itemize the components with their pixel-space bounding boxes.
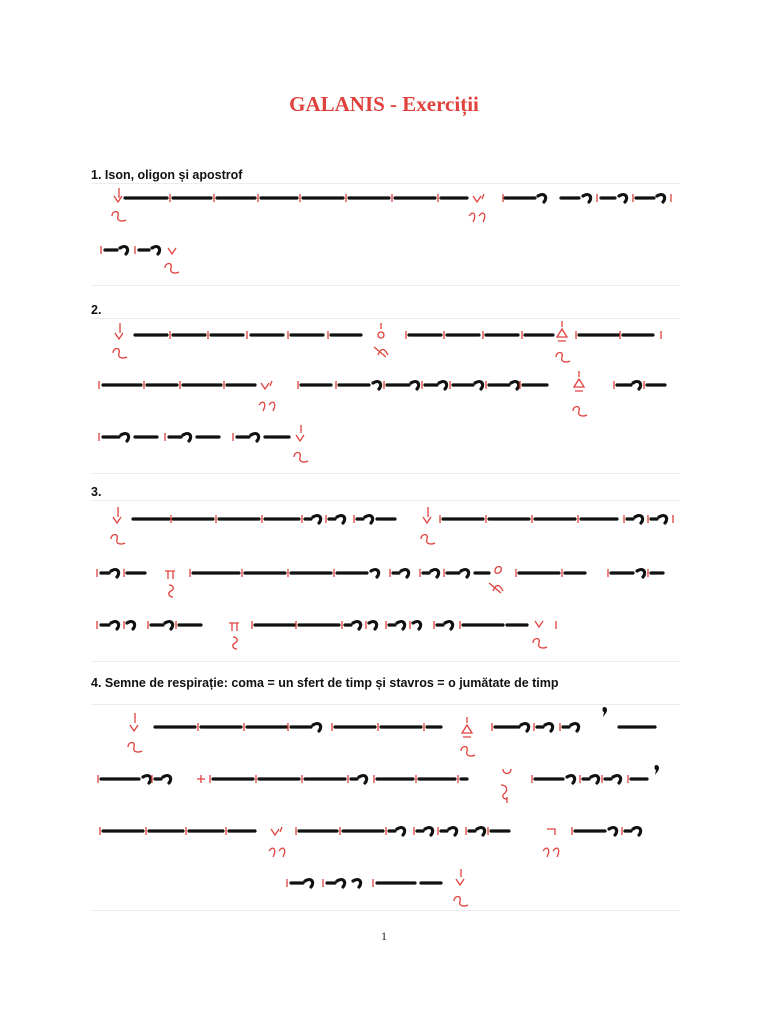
- ison-neume: [423, 517, 431, 523]
- apostrof-neume: [633, 382, 641, 389]
- apostrof-neume: [313, 724, 321, 731]
- apostrof-neume: [445, 622, 453, 629]
- martyria-sign: [461, 747, 475, 756]
- apostrof-neume: [353, 622, 361, 629]
- apostrof-neume: [461, 570, 469, 577]
- martyria-sign: [128, 743, 142, 752]
- apostrof-neume: [359, 776, 367, 783]
- martyria-sign: [233, 637, 237, 649]
- apostrof-neume: [353, 880, 361, 887]
- martyria-sign: [229, 623, 239, 631]
- martyria-sign: [165, 264, 179, 273]
- page-title: GALANIS - Exerciții: [289, 92, 479, 116]
- apostrof-neume: [183, 434, 191, 441]
- apostrof-neume: [567, 776, 575, 783]
- apostrof-neume: [411, 382, 419, 389]
- apostrof-neume: [121, 434, 129, 441]
- martyria-sign: [374, 347, 388, 357]
- apostrof-neume: [371, 570, 379, 577]
- exercise-3-staff: [91, 500, 680, 662]
- martyria-sign: [165, 571, 175, 579]
- martyria-sign: [421, 535, 435, 544]
- martyria-sign: [113, 349, 127, 358]
- apostrof-neume: [373, 382, 381, 389]
- exercise-4-neumes: [91, 705, 680, 910]
- apostrof-neume: [591, 776, 599, 783]
- exercise-4-staff: [91, 704, 680, 911]
- martyria-sign: [533, 639, 547, 648]
- ison-neume: [114, 196, 122, 202]
- apostrof-neume: [538, 195, 546, 202]
- martyria-sign: [557, 329, 567, 341]
- exercise-3-heading: 3.: [91, 485, 102, 499]
- exercise-4-heading: 4. Semne de respirație: coma = un sfert de timp și stavros = o jumătate de timp: [91, 676, 559, 690]
- apostrof-neume: [163, 776, 171, 783]
- apostrof-neume: [657, 195, 665, 202]
- apostrof-neume: [369, 622, 377, 629]
- ison-neume: [296, 435, 304, 441]
- martyria-sign: [501, 785, 507, 803]
- coma-breath-mark: [655, 765, 660, 775]
- coma-breath-mark: [603, 707, 608, 717]
- exercise-3-neumes: [91, 501, 680, 661]
- ison-neume: [130, 725, 138, 731]
- martyria-sign: [489, 583, 503, 593]
- martyria-sign: [378, 332, 384, 338]
- apostrof-neume: [619, 195, 627, 202]
- page-number: 1: [381, 929, 387, 943]
- martyria-sign: [111, 535, 125, 544]
- apostrof-neume: [571, 724, 579, 731]
- martyria-sign: [547, 829, 555, 835]
- martyria-sign: [169, 585, 173, 597]
- apostrof-neume: [511, 382, 519, 389]
- martyria-sign: [462, 725, 472, 737]
- apostrof-neume: [521, 724, 529, 731]
- apostrof-neume: [425, 828, 433, 835]
- exercise-2-staff: [91, 318, 680, 474]
- martyria-sign: [294, 453, 308, 462]
- apostrof-neume: [251, 434, 259, 441]
- exercise-1-heading: 1. Ison, oligon și apostrof: [91, 168, 243, 182]
- apostrof-neume: [439, 382, 447, 389]
- apostrof-neume: [397, 622, 405, 629]
- apostrof-neume: [143, 776, 151, 783]
- martyria-sign: [573, 407, 587, 416]
- martyria-sign: [574, 379, 584, 391]
- apostrof-neume: [401, 570, 409, 577]
- exercise-2-heading: 2.: [91, 303, 102, 317]
- apostrof-neume: [111, 570, 119, 577]
- apostrof-neume: [477, 828, 485, 835]
- martyria-sign: [259, 402, 275, 411]
- apostrof-neume: [337, 880, 345, 887]
- martyria-sign: [469, 213, 485, 222]
- exercise-2-neumes: [91, 319, 680, 473]
- ison-neume: [113, 517, 121, 523]
- apostrof-neume: [431, 570, 439, 577]
- apostrof-neume: [545, 724, 553, 731]
- apostrof-neume: [635, 516, 643, 523]
- ison-neume: [168, 248, 176, 254]
- exercise-1-staff: [91, 183, 680, 286]
- martyria-sign: [503, 769, 511, 774]
- apostrof-neume: [413, 622, 421, 629]
- apostrof-neume: [475, 382, 483, 389]
- ison-neume: [535, 621, 543, 627]
- apostrof-neume: [111, 622, 119, 629]
- apostrof-neume: [449, 828, 457, 835]
- apostrof-neume: [152, 247, 160, 254]
- martyria-sign: [112, 212, 126, 221]
- martyria-sign: [543, 848, 559, 857]
- apostrof-neume: [165, 622, 173, 629]
- oligon-neume: [271, 827, 282, 835]
- bar-tick: [99, 381, 644, 389]
- apostrof-neume: [337, 516, 345, 523]
- apostrof-neume: [365, 516, 373, 523]
- martyria-sign: [495, 567, 501, 574]
- apostrof-neume: [609, 828, 617, 835]
- apostrof-neume: [659, 516, 667, 523]
- apostrof-neume: [637, 570, 645, 577]
- apostrof-neume: [120, 247, 128, 254]
- apostrof-neume: [397, 828, 405, 835]
- ison-neume: [115, 333, 123, 339]
- apostrof-neume: [613, 776, 621, 783]
- martyria-sign: [454, 897, 468, 906]
- apostrof-neume: [305, 880, 313, 887]
- oligon-neume: [473, 194, 484, 202]
- exercise-1-neumes: [91, 184, 680, 285]
- ison-neume: [456, 879, 464, 885]
- apostrof-neume: [633, 828, 641, 835]
- apostrof-neume: [127, 622, 135, 629]
- apostrof-neume: [313, 516, 321, 523]
- martyria-sign: [556, 353, 570, 362]
- oligon-neume: [261, 381, 272, 389]
- martyria-sign: [197, 775, 205, 783]
- martyria-sign: [269, 848, 285, 857]
- apostrof-neume: [583, 195, 591, 202]
